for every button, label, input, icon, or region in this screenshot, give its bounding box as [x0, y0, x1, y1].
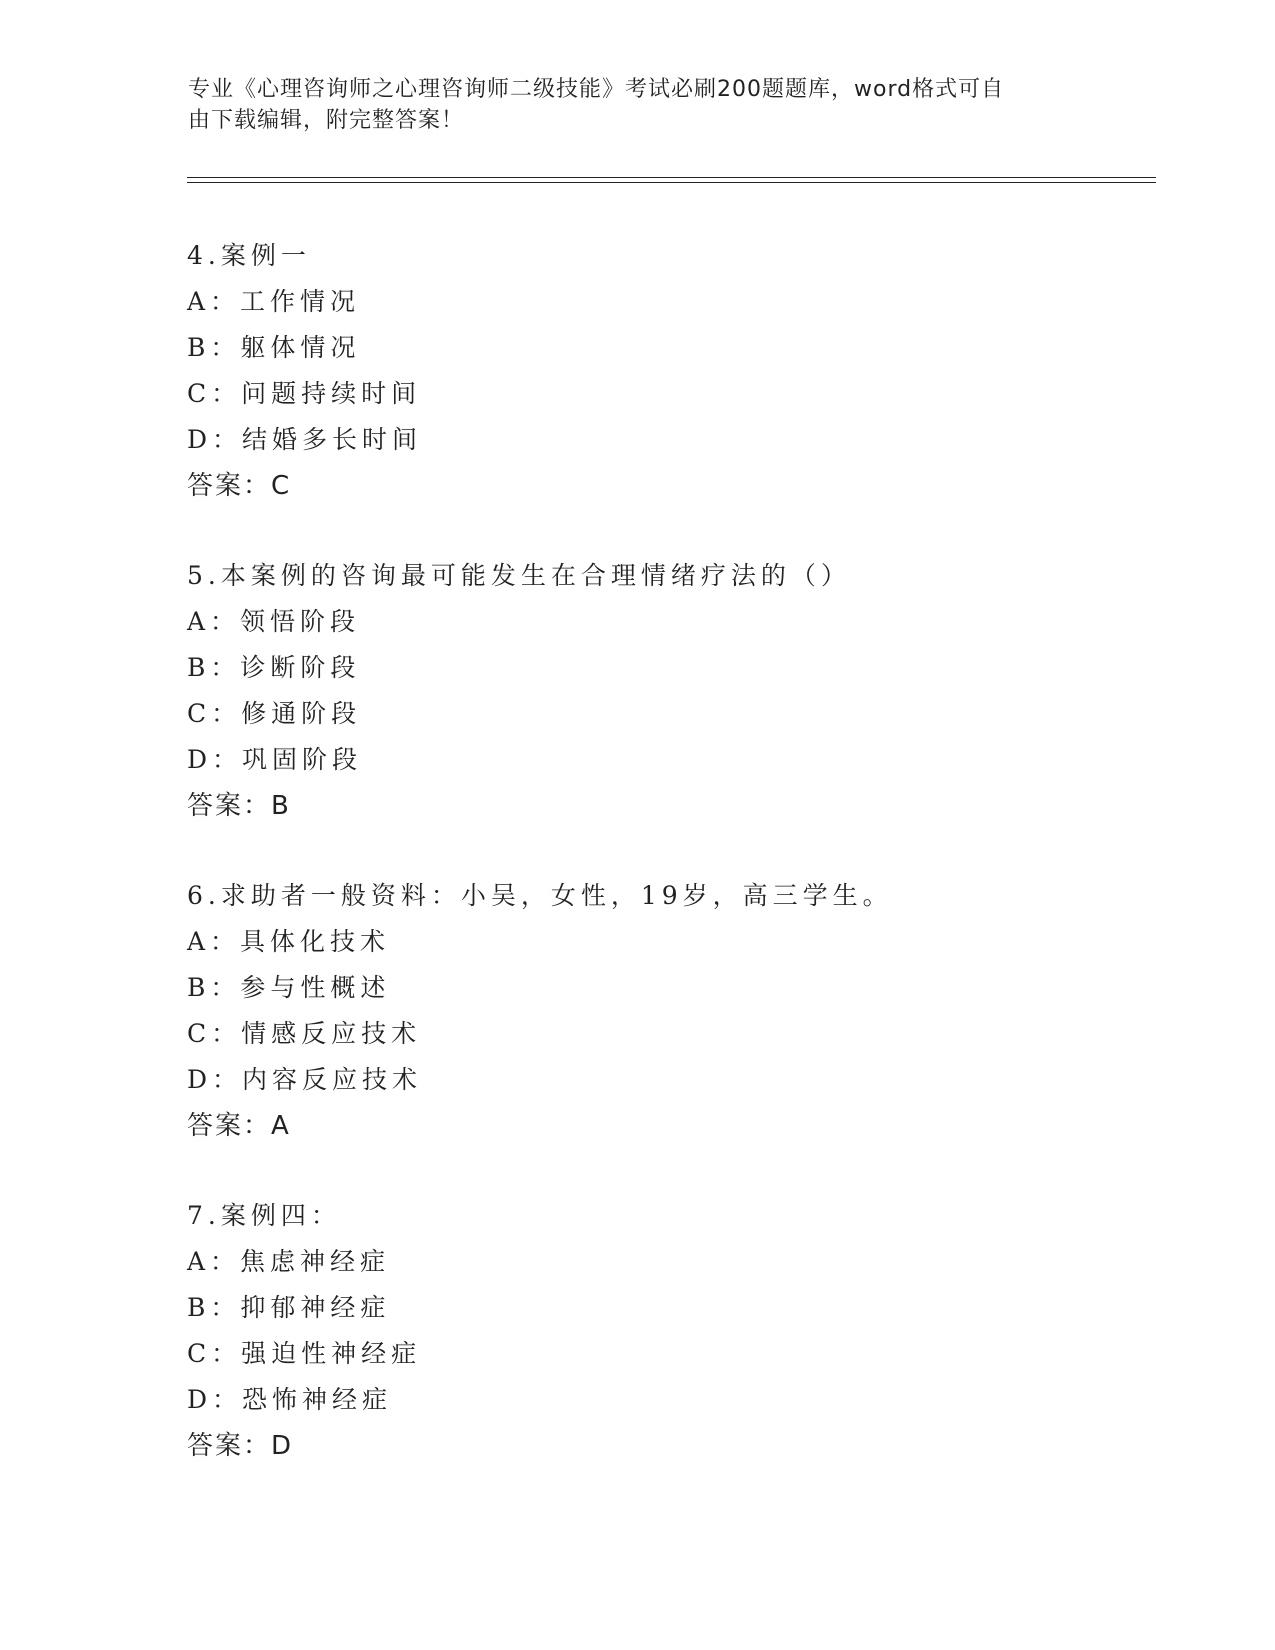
header-line-1: 专业《心理咨询师之心理咨询师二级技能》考试必刷200题题库，word格式可自: [188, 77, 1005, 102]
answer: 答案：D: [187, 1431, 294, 1461]
option-a: A：焦虑神经症: [187, 1247, 391, 1276]
option-a: A：工作情况: [187, 287, 361, 316]
header-divider-top: [187, 177, 1156, 178]
option-c: C：问题持续时间: [187, 379, 422, 408]
question-stem: 5.本案例的咨询最可能发生在合理情绪疗法的（）: [187, 561, 851, 590]
answer: 答案：B: [187, 791, 291, 821]
question-7: [187, 1193, 1137, 1513]
option-a: A：具体化技术: [187, 927, 391, 956]
document-header: [188, 74, 1088, 136]
option-d: D：恐怖神经症: [187, 1385, 393, 1414]
option-c: C：修通阶段: [187, 699, 362, 728]
header-divider-bottom: [187, 182, 1156, 183]
option-c: C：情感反应技术: [187, 1019, 422, 1048]
answer: 答案：A: [187, 1111, 291, 1141]
question-stem: 4.案例一: [187, 241, 311, 270]
question-stem: 6.求助者一般资料：小吴，女性，19岁，高三学生。: [187, 881, 893, 910]
option-b: B：参与性概述: [187, 973, 391, 1002]
header-line-2: 由下载编辑，附完整答案！: [188, 108, 465, 133]
option-d: D：内容反应技术: [187, 1065, 423, 1094]
question-list: [187, 233, 1137, 1513]
option-d: D：结婚多长时间: [187, 425, 423, 454]
option-b: B：诊断阶段: [187, 653, 361, 682]
answer: 答案：C: [187, 471, 292, 501]
option-b: B：躯体情况: [187, 333, 361, 362]
option-d: D：巩固阶段: [187, 745, 363, 774]
option-a: A：领悟阶段: [187, 607, 361, 636]
option-c: C：强迫性神经症: [187, 1339, 422, 1368]
question-6: [187, 873, 1137, 1193]
option-b: B：抑郁神经症: [187, 1293, 391, 1322]
question-stem: 7.案例四：: [187, 1201, 341, 1230]
question-5: [187, 553, 1137, 873]
question-4: [187, 233, 1137, 553]
